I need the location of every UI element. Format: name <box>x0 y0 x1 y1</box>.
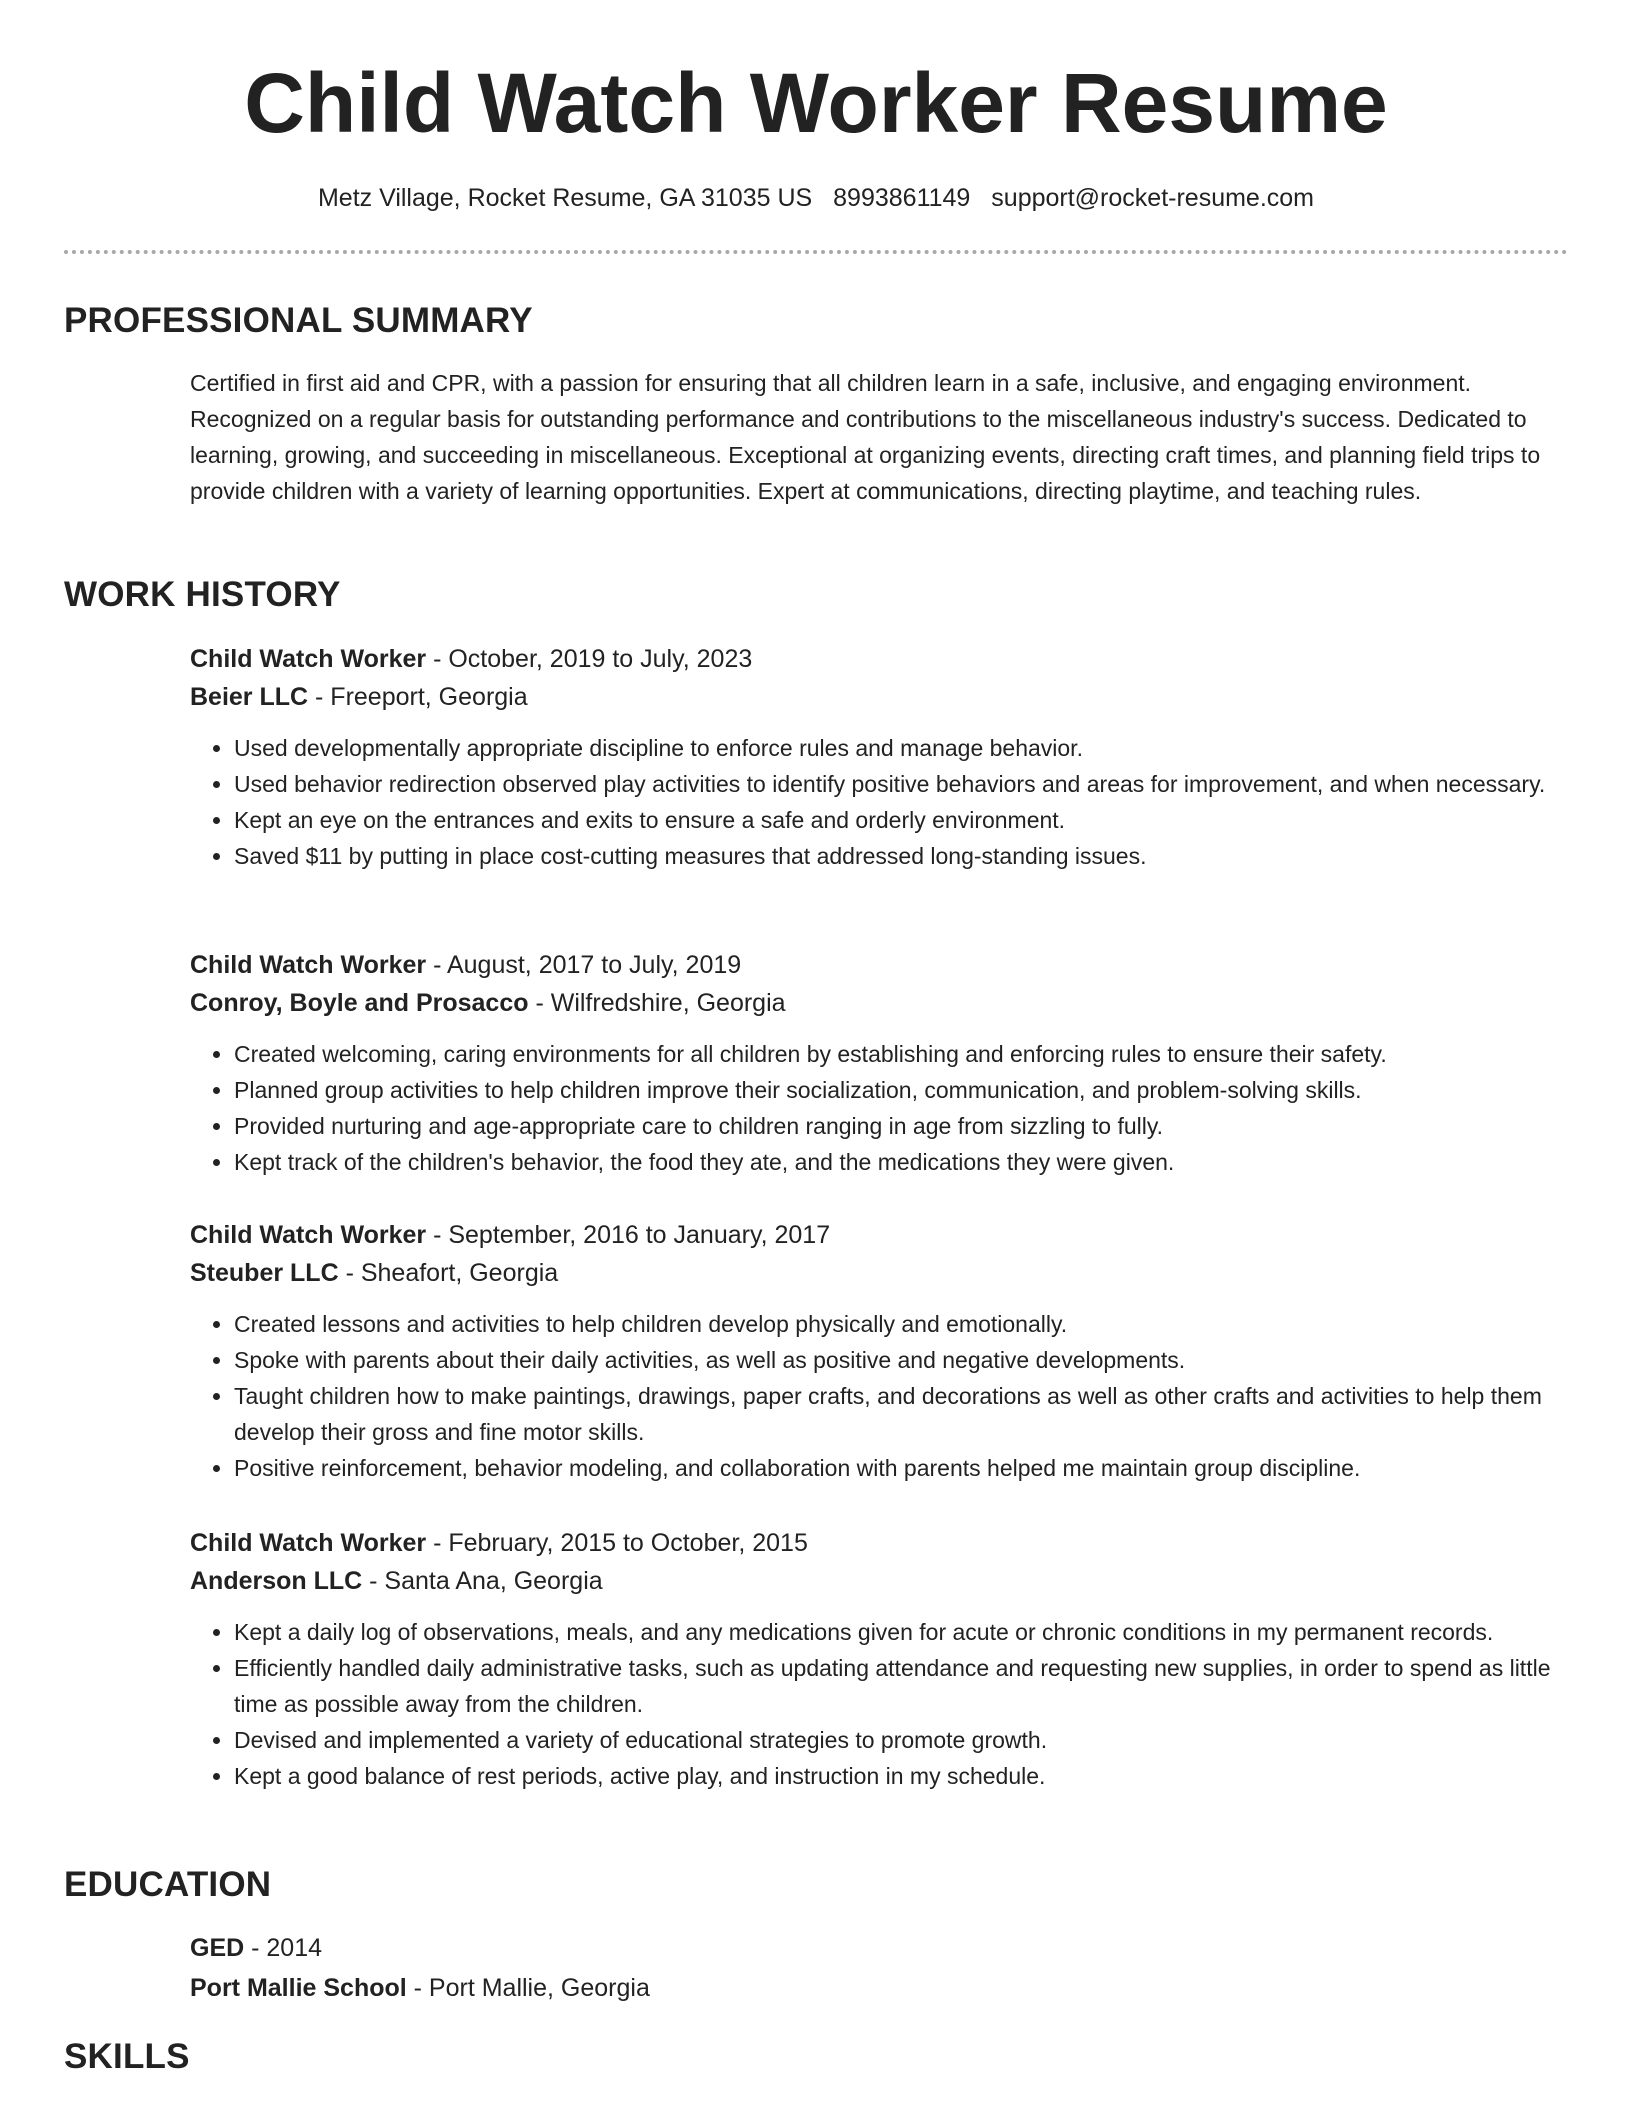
job-dates: - August, 2017 to July, 2019 <box>426 951 742 979</box>
job-title: Child Watch Worker <box>190 1221 427 1249</box>
job-title-line <box>190 640 1570 678</box>
job-company-line <box>190 678 1570 716</box>
job-company: Beier LLC <box>190 683 309 711</box>
list-item: • Positive reinforcement, behavior modeling, and collaboration with parents helped me maintain group discipline. <box>234 1450 1570 1486</box>
job-company-line <box>190 1254 1570 1292</box>
education-heading: EDUCATION <box>64 1865 272 1904</box>
job-company: Anderson LLC <box>190 1567 363 1595</box>
job-dates: - October, 2019 to July, 2023 <box>426 645 753 673</box>
education-degree: GED <box>190 1934 245 1962</box>
job-bullets <box>190 1306 1570 1486</box>
job-entry <box>190 946 1570 1180</box>
job-company: Conroy, Boyle and Prosacco <box>190 989 529 1017</box>
list-item: • Kept an eye on the entrances and exits to ensure a safe and orderly environment. <box>234 802 1570 838</box>
job-title: Child Watch Worker <box>190 951 427 979</box>
job-company-line <box>190 984 1570 1022</box>
education-location: - Port Mallie, Georgia <box>406 1974 650 2002</box>
job-company-line <box>190 1562 1570 1600</box>
list-item: • Provided nurturing and age-appropriate care to children ranging in age from sizzling to fully. <box>234 1108 1570 1144</box>
work-history-heading: WORK HISTORY <box>64 575 341 614</box>
summary-heading: PROFESSIONAL SUMMARY <box>64 301 533 340</box>
job-company: Steuber LLC <box>190 1259 339 1287</box>
list-item: • Created welcoming, caring environments for all children by establishing and enforcing rules to ensure their safety. <box>234 1036 1570 1072</box>
header-divider <box>64 250 1568 254</box>
job-entry <box>190 1216 1570 1486</box>
education-year: - 2014 <box>244 1934 323 1962</box>
education-school-line <box>190 1968 1570 2008</box>
job-dates: - February, 2015 to October, 2015 <box>426 1529 808 1557</box>
job-dates: - September, 2016 to January, 2017 <box>426 1221 831 1249</box>
list-item: • Kept track of the children's behavior, the food they ate, and the medications they were given. <box>234 1144 1570 1180</box>
job-location: - Sheafort, Georgia <box>338 1259 559 1287</box>
list-item: • Used behavior redirection observed play activities to identify positive behaviors and areas for improvement, and when necessary. <box>234 766 1570 802</box>
list-item: • Devised and implemented a variety of educational strategies to promote growth. <box>234 1722 1570 1758</box>
list-item: • Spoke with parents about their daily activities, as well as positive and negative developments. <box>234 1342 1570 1378</box>
list-item: • Planned group activities to help children improve their socialization, communication, and problem-solving skills. <box>234 1072 1570 1108</box>
job-title: Child Watch Worker <box>190 645 427 673</box>
summary-text: Certified in first aid and CPR, with a passion for ensuring that all children learn in a safe, inclusive, and engaging environment. Recognized on a regular basis for outstanding performance and contributions to the miscellaneous industry's success. Dedicated to learning, growing, and succeeding in miscellaneous. Exceptional at organizing events, directing craft times, and planning field trips to provide children with a variety of learning opportunities. Expert at communications, directing playtime, and teaching rules. <box>190 370 1541 504</box>
job-bullets <box>190 1614 1570 1794</box>
list-item: • Used developmentally appropriate discipline to enforce rules and manage behavior. <box>234 730 1570 766</box>
summary-section <box>190 365 1570 509</box>
list-item: • Kept a daily log of observations, meals, and any medications given for acute or chronic conditions in my permanent records. <box>234 1614 1570 1650</box>
job-location: - Santa Ana, Georgia <box>362 1567 603 1595</box>
job-title-line <box>190 1524 1570 1562</box>
job-title-line <box>190 1216 1570 1254</box>
job-title: Child Watch Worker <box>190 1529 427 1557</box>
job-location: - Wilfredshire, Georgia <box>528 989 786 1017</box>
page-title: Child Watch Worker Resume <box>244 56 1388 150</box>
education-entry <box>190 1928 1570 2008</box>
education-school: Port Mallie School <box>190 1974 407 2002</box>
list-item: • Saved $11 by putting in place cost-cutting measures that addressed long-standing issues. <box>234 838 1570 874</box>
contact-line <box>0 180 1632 216</box>
contact-email: support@rocket-resume.com <box>991 184 1315 212</box>
job-entry <box>190 1524 1570 1794</box>
job-bullets <box>190 1036 1570 1180</box>
contact-phone: 8993861149 <box>833 184 971 212</box>
job-title-line <box>190 946 1570 984</box>
education-degree-line <box>190 1928 1570 1968</box>
contact-address: Metz Village, Rocket Resume, GA 31035 US <box>317 184 813 212</box>
list-item: • Created lessons and activities to help children develop physically and emotionally. <box>234 1306 1570 1342</box>
list-item: • Efficiently handled daily administrative tasks, such as updating attendance and requesting new supplies, in order to spend as little time as possible away from the children. <box>234 1650 1570 1722</box>
list-item: • Taught children how to make paintings, drawings, paper crafts, and decorations as well as other crafts and activities to help them develop their gross and fine motor skills. <box>234 1378 1570 1450</box>
job-bullets <box>190 730 1570 874</box>
skills-heading: SKILLS <box>64 2037 190 2076</box>
job-entry <box>190 640 1570 874</box>
job-location: - Freeport, Georgia <box>308 683 528 711</box>
list-item: • Kept a good balance of rest periods, active play, and instruction in my schedule. <box>234 1758 1570 1794</box>
